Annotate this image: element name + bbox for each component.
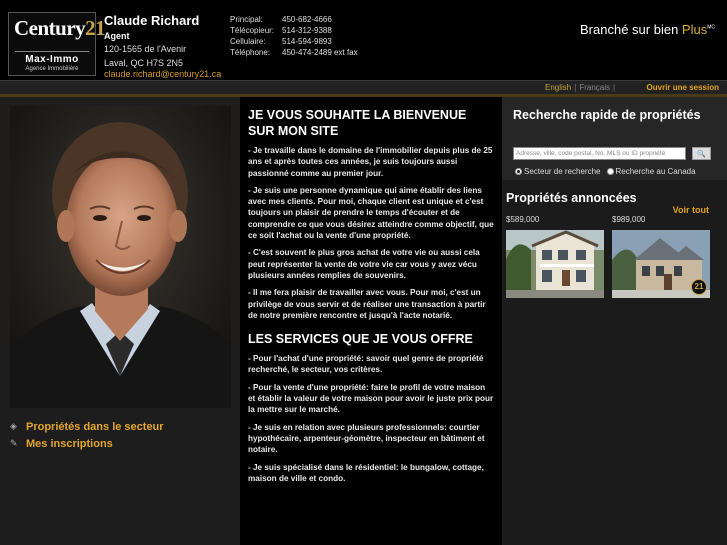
slogan-text: Branché sur bien	[580, 22, 679, 37]
logo-century-text: Century	[14, 16, 86, 40]
brand-slogan	[580, 22, 715, 37]
agent-name: Claude Richard	[104, 13, 200, 28]
house-image	[506, 230, 604, 298]
sidebar-item-properties-sector[interactable]	[10, 418, 164, 435]
see-all-link[interactable]: Voir tout	[672, 205, 709, 215]
search-scope-radios	[515, 167, 696, 176]
radio-canada-button[interactable]	[607, 168, 614, 175]
quick-search-panel	[502, 97, 727, 180]
login-link[interactable]: Ouvrir une session	[646, 83, 719, 92]
search-input[interactable]: Adresse, ville, code postal, No. MLS ou ID propriété	[513, 147, 686, 160]
radio-canada-label: Recherche au Canada	[615, 167, 696, 176]
search-button[interactable]	[692, 147, 711, 160]
sidebar-item-label: Propriétés dans le secteur	[26, 420, 164, 433]
welcome-paragraph: - Il me fera plaisir de travailler avec vous. Pour moi, c'est un privilège de vous servir et de réaliser une transaction à partir de notre première rencontre et jusqu'à l'acte notarié.	[248, 288, 486, 320]
lang-separator: |	[574, 83, 577, 92]
agent-address-line2: Laval, QC H7S 2N5	[104, 58, 184, 68]
phone-label: Télécopieur:	[230, 26, 275, 35]
phone-row	[230, 36, 358, 47]
language-switcher	[545, 83, 618, 92]
phone-number: 514-594-9893	[282, 37, 332, 46]
sidebar-item-label: Mes inscriptions	[26, 437, 113, 450]
phone-label: Cellulaire:	[230, 37, 266, 46]
agent-address-line1: 120-1565 de l'Avenir	[104, 44, 187, 54]
right-column	[502, 97, 727, 545]
services-heading: LES SERVICES QUE JE VOUS OFFRE	[248, 332, 473, 347]
agent-email-link[interactable]: claude.richard@century21.ca	[104, 69, 222, 79]
lang-english-link[interactable]: English	[545, 83, 572, 92]
listed-properties-title: Propriétés annoncées	[506, 191, 637, 205]
phone-number: 450-682-4666	[282, 15, 332, 24]
services-paragraph: - Je suis en relation avec plusieurs professionnels: courtier hypothécaire, arpenteur-géomètre, inspecteur en bâtiment et notaire.	[248, 422, 485, 455]
quick-search-title: Recherche rapide de propriétés	[513, 108, 701, 122]
services-paragraph: - Je suis spécialisé dans le résidentiel: le bungalow, cottage, maison de ville et condo.	[248, 462, 484, 483]
agent-title: Agent	[104, 31, 130, 41]
phone-list	[230, 14, 358, 58]
logo-agency-name: Max-Immo	[25, 54, 79, 65]
listing-photo-1[interactable]	[506, 230, 604, 298]
century21-logo[interactable]	[8, 12, 106, 76]
logo-21-text: 21	[85, 16, 106, 40]
listing-photo-2[interactable]	[612, 230, 710, 298]
search-icon: 🔍	[697, 151, 706, 158]
phone-number: 450-474-2489 ext fax	[282, 48, 358, 57]
lang-french-link[interactable]: Français	[579, 83, 611, 92]
slogan-plus-text: Plus	[681, 22, 708, 37]
phone-row	[230, 14, 358, 25]
radio-sector[interactable]	[515, 167, 601, 176]
agent-info	[104, 13, 221, 80]
left-column	[0, 97, 240, 545]
tools-icon: ✎	[10, 438, 18, 448]
lang-separator: |	[613, 83, 616, 92]
diamond-icon: ◈	[10, 421, 17, 431]
phone-number: 514-312-9388	[282, 26, 332, 35]
century21-badge-icon: 21	[691, 279, 707, 295]
listing-price: $989,000	[612, 215, 646, 224]
radio-sector-button[interactable]	[515, 168, 522, 175]
sidebar-links	[10, 418, 164, 452]
welcome-heading: JE VOUS SOUHAITE LA BIENVENUE SUR MON SITE	[248, 108, 467, 138]
listing-price: $589,000	[506, 215, 540, 224]
logo-divider	[15, 51, 89, 52]
welcome-paragraph: - Je travaille dans le domaine de l'immobilier depuis plus de 25 ans et après toutes ces années, je suis toujours aussi passionné comme au premier jour.	[248, 146, 493, 178]
slogan-trademark: MC	[707, 24, 715, 31]
phone-label: Principal:	[230, 15, 263, 24]
logo-agency-sub: Agence Immobilière	[25, 66, 79, 72]
sidebar-item-my-listings[interactable]	[10, 435, 164, 452]
welcome-paragraph: - C'est souvent le plus gros achat de votre vie ou aussi cela peut représenter la vente de votre vie car vous y avez vécu plusieurs années remplies de souvenirs.	[248, 248, 480, 280]
phone-label: Téléphone:	[230, 48, 271, 57]
agent-portrait-image	[10, 106, 231, 408]
agent-photo	[10, 106, 231, 408]
welcome-paragraph: - Je suis une personne dynamique qui aime établir des liens avec mes clients. Pour moi, chaque client est unique et c'est toujours un plaisir de prendre le temps d'écouter et de comprendre ce que vous désirez atteindre comme objectif, que ce soit l'achat ou la vente d'une propriété.	[248, 185, 494, 241]
radio-canada[interactable]	[607, 167, 696, 176]
header	[0, 0, 727, 80]
services-paragraph: - Pour l'achat d'une propriété: savoir quel genre de propriété recherché, le secteur, vos critères.	[248, 354, 484, 375]
phone-row	[230, 25, 358, 36]
top-nav	[0, 80, 727, 94]
radio-sector-label: Secteur de recherche	[524, 167, 601, 176]
main-content	[240, 97, 502, 545]
logo-wordmark	[14, 16, 105, 41]
services-paragraph: - Pour la vente d'une propriété: faire le profil de votre maison et établir la valeur de votre maison pour avoir le juste prix pour la mettre sur le marché.	[248, 382, 494, 415]
phone-row	[230, 47, 358, 58]
